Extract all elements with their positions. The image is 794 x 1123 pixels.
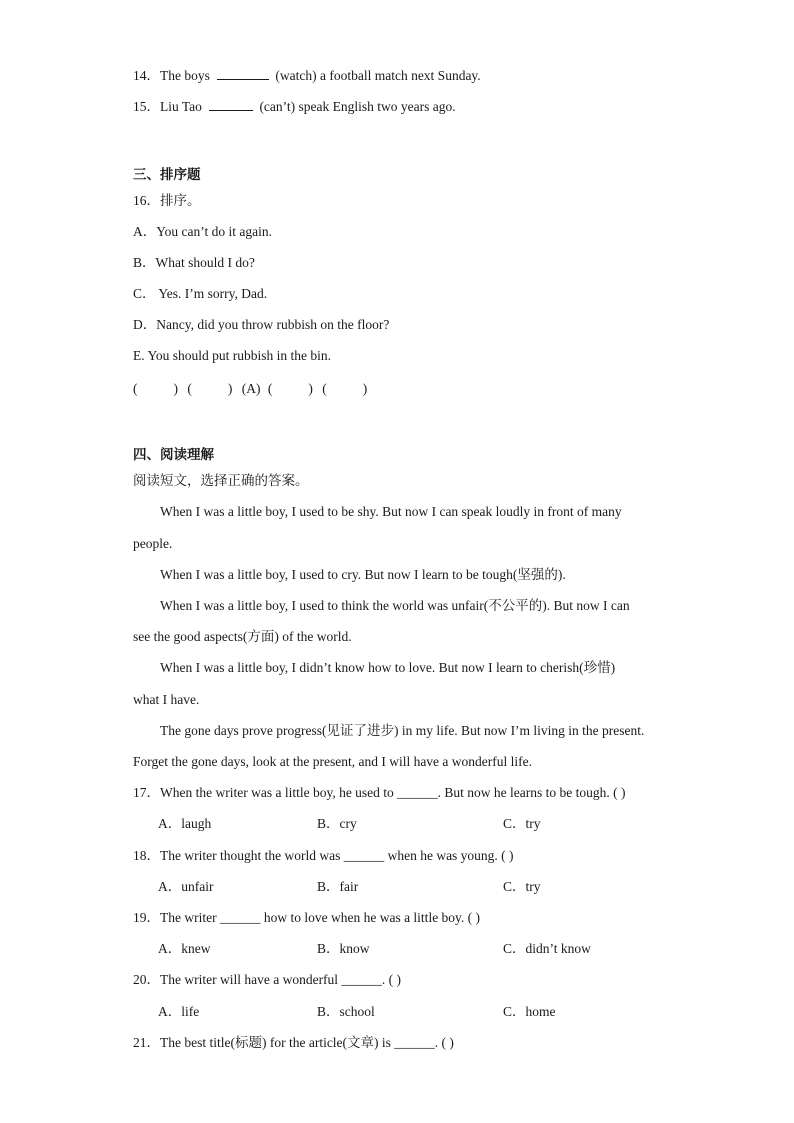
question-17: 17．When the writer was a little boy, he used to ______. But now he learns to be tough. ( ) <box>133 785 626 800</box>
answer-blank[interactable] <box>217 67 269 80</box>
option-b[interactable]: B．know <box>317 941 370 956</box>
option-b[interactable]: B．cry <box>317 816 357 831</box>
passage-line: see the good aspects(方面) of the world. <box>133 629 352 644</box>
option-b[interactable]: B．fair <box>317 879 359 894</box>
question-18: 18．The writer thought the world was ______ when he was young. ( ) <box>133 848 514 863</box>
option-c[interactable]: C．home <box>503 1004 556 1019</box>
passage-line: The gone days prove progress(见证了进步) in my life. But now I’m living in the present. <box>160 723 645 738</box>
section-title-ordering: 三、排序题 <box>133 167 201 182</box>
option-c[interactable]: C．try <box>503 816 541 831</box>
order-item-b: B．What should I do? <box>133 255 255 270</box>
order-item-d: D．Nancy, did you throw rubbish on the floor? <box>133 317 390 332</box>
passage-line: When I was a little boy, I used to be shy. But now I can speak loudly in front of many <box>160 504 622 519</box>
order-item-c: C． Yes. I’m sorry, Dad. <box>133 286 268 301</box>
question-21: 21．The best title(标题) for the article(文章) is ______. ( ) <box>133 1035 454 1050</box>
option-a[interactable]: A．knew <box>158 941 211 956</box>
reading-instruction: 阅读短文，选择正确的答案。 <box>133 473 309 488</box>
section-title-reading: 四、阅读理解 <box>133 447 214 462</box>
passage-line: what I have. <box>133 692 200 707</box>
passage-line: people. <box>133 536 173 551</box>
passage-line: When I was a little boy, I used to cry. But now I learn to be tough(坚强的). <box>160 567 566 582</box>
option-c[interactable]: C．didn’t know <box>503 941 591 956</box>
passage-line: When I was a little boy, I didn’t know how to love. But now I learn to cherish(珍惜) <box>160 660 616 675</box>
order-item-e: E. You should put rubbish in the bin. <box>133 348 332 363</box>
option-a[interactable]: A．laugh <box>158 816 212 831</box>
question-19: 19．The writer ______ how to love when he was a little boy. ( ) <box>133 910 481 925</box>
option-b[interactable]: B．school <box>317 1004 375 1019</box>
question-14: 14．The boys (watch) a football match next Sunday. <box>133 68 481 83</box>
option-a[interactable]: A．life <box>158 1004 200 1019</box>
answer-blank[interactable] <box>209 98 253 111</box>
question-15: 15．Liu Tao (can’t) speak English two years ago. <box>133 99 456 114</box>
option-a[interactable]: A．unfair <box>158 879 214 894</box>
order-slot-3-filled: (A) <box>241 381 261 396</box>
order-answer-row: ( ) ( ) (A) ( ) ( ) <box>133 381 368 396</box>
question-20: 20．The writer will have a wonderful ______. ( ) <box>133 972 402 987</box>
order-item-a: A．You can’t do it again. <box>133 224 272 239</box>
option-c[interactable]: C．try <box>503 879 541 894</box>
passage-line: When I was a little boy, I used to think the world was unfair(不公平的). But now I can <box>160 598 630 613</box>
passage-line: Forget the gone days, look at the present, and I will have a wonderful life. <box>133 754 533 769</box>
question-16: 16．排序。 <box>133 193 201 208</box>
